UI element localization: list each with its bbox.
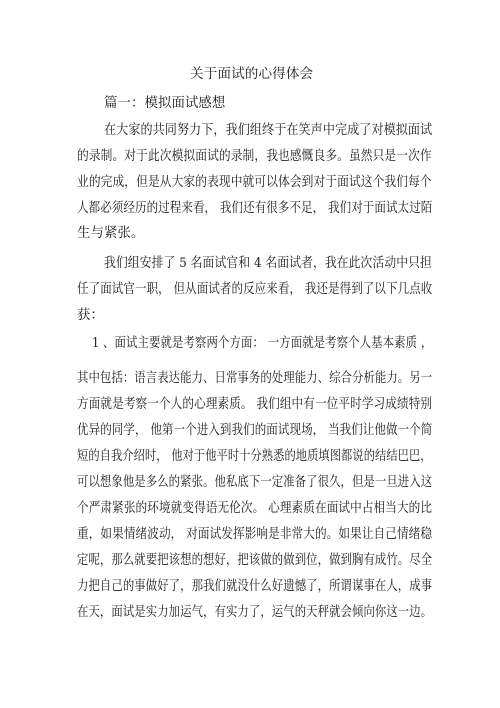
paragraph-line: 获： [77,308,104,323]
paragraph-line: 其中包括：语言表达能力、日常事务的处理能力、综合分析能力。另一 [77,371,433,386]
paragraph-line: 我们组安排了 5 名面试官和 4 名面试者，我在此次活动中只担 [104,256,432,271]
paragraph-line: 重，如果情绪波动， 对面试发挥影响是非常大的。如果让自己情绪稳 [77,527,433,542]
paragraph-line: 业的完成，但是从大家的表现中就可以体会到对于面试这个我们每个 [77,175,432,190]
paragraph-line: 力把自己的事做好了，那我们就没什么好遗憾了，所谓谋事在人，成事 [77,579,433,594]
paragraph-line: 个严肃紧张的环境就变得语无伦次。 心理素质在面试中占相当大的比 [77,501,433,516]
paragraph-line: 优异的同学， 他第一个进入到我们的面试现场， 当我们让他做一个简 [77,423,433,438]
paragraph-line: 方面就是考察一个人的心理素质。 我们组中有一位平时学习成绩特别 [77,397,433,412]
paragraph-line: 可以想象他是多么的紧张。他私底下一定准备了很久，但是一旦进入这 [77,475,433,490]
document-title: 关于面试的心得体会 [190,66,314,82]
paragraph-line: 生与紧张。 [77,226,145,241]
paragraph-line: 在天，面试是实力加运气，有实力了，运气的天秤就会倾向你这一边。 [77,605,433,620]
section-heading: 篇一：模拟面试感想 [104,96,226,111]
paragraph-line: 1 、面试主要就是考察两个方面： 一方面就是考察个人基本素质 ， [92,336,433,351]
paragraph-line: 的录制。对于此次模拟面试的录制，我也感慨良多。虽然只是一次作 [77,149,432,164]
paragraph-line: 人都必须经历的过程来看， 我们还有很多不足， 我们对于面试太过陌 [77,201,433,216]
paragraph-line: 短的自我介绍时， 他对于他平时十分熟悉的地质填图都说的结结巴巴， [77,449,432,464]
paragraph-line: 在大家的共同努力下，我们组终于在笑声中完成了对模拟面试 [104,123,433,138]
paragraph-line: 任了面试官一职， 但从面试者的反应来看， 我还是得到了以下几点收 [77,282,433,297]
paragraph-line: 定呢，那么就要把该想的想好，把该做的做到位，做到胸有成竹。尽全 [77,553,433,568]
